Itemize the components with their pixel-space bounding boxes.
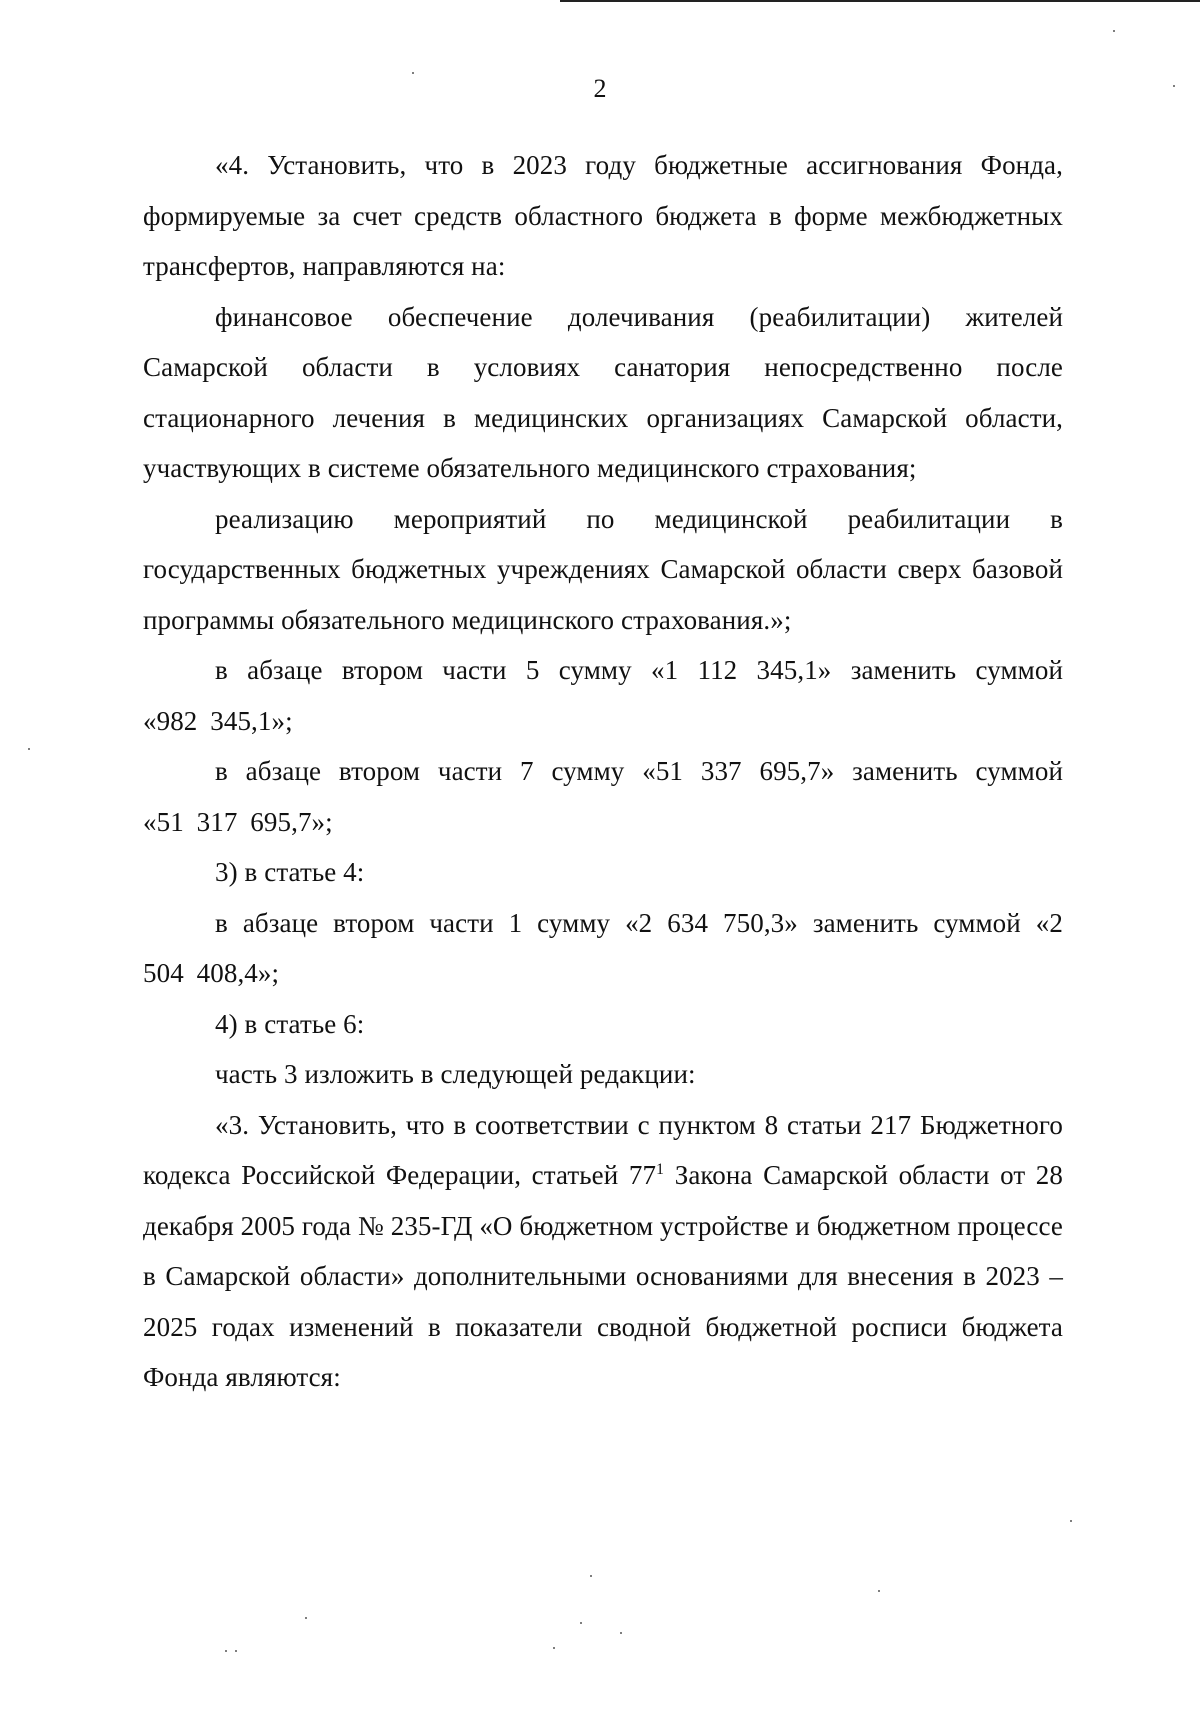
scan-speck [1070,1520,1072,1522]
article-superscript: 1 [656,1161,665,1178]
paragraph-part-3-intro: часть 3 изложить в следующей редакции: [215,1059,696,1089]
scan-speck [305,1617,307,1619]
scan-speck [28,748,30,750]
scan-speck [620,1632,622,1634]
paragraph-clause-4: «4. Установить, что в 2023 году бюджетные ассигнования Фонда, формируемые за счет средств областного бюджета в форме межбюджетных трансфертов, направляются на: [143,150,1063,281]
paragraph-rehabilitation-financing: финансовое обеспечение долечивания (реабилитации) жителей Самарской области в условиях санатория непосредственно после стационарного лечения в медицинских организациях Самарской области, участвующих в системе обязательного медицинского страхования; [143,301,1063,483]
clause-3-text-start: «3. Установить, что в соответствии с пунктом 8 статьи 217 Бюджетного кодекса Российской Федерации, статьей 77 [143,1109,1063,1190]
paragraph-article-4-heading: 3) в статье 4: [215,857,365,887]
paragraph-rehabilitation-measures: реализацию мероприятий по медицинской реабилитации в государственных бюджетных учреждениях Самарской области сверх базовой программы обязательного медицинского страхования.»; [143,503,1063,635]
scan-speck [1113,30,1115,32]
clause-3-text-end: Закона Самарской области от 28 декабря 2005 года № 235-ГД «О бюджетном устройстве и бюджетном процессе в Самарской области» дополнительными основаниями для внесения в 2023 – 2025 годах изменений в показатели сводной бюджетной росписи бюджета Фонда являются: [143,1160,1064,1392]
scan-speck [412,72,414,74]
scan-speck [225,1650,227,1652]
paragraph-part-5-amendment: в абзаце втором части 5 сумму «1 112 345,1» заменить суммой «982 345,1»; [143,655,1063,736]
scan-speck [878,1590,880,1592]
paragraph-part-1-amendment: в абзаце втором части 1 сумму «2 634 750,3» заменить суммой «2 504 408,4»; [143,907,1063,988]
scan-speck [580,1622,582,1624]
scan-speck [553,1647,555,1649]
scan-speck [1173,85,1175,87]
paragraph-clause-3 [143,1100,1063,1403]
top-edge-line [560,0,1200,2]
paragraph-article-6-heading: 4) в статье 6: [215,1008,365,1039]
page-number: 2 [593,74,607,103]
document-body [143,140,1063,1403]
paragraph-part-7-amendment: в абзаце втором части 7 сумму «51 337 695,7» заменить суммой «51 317 695,7»; [143,756,1063,837]
scan-speck [590,1575,592,1577]
scan-speck [235,1650,237,1652]
